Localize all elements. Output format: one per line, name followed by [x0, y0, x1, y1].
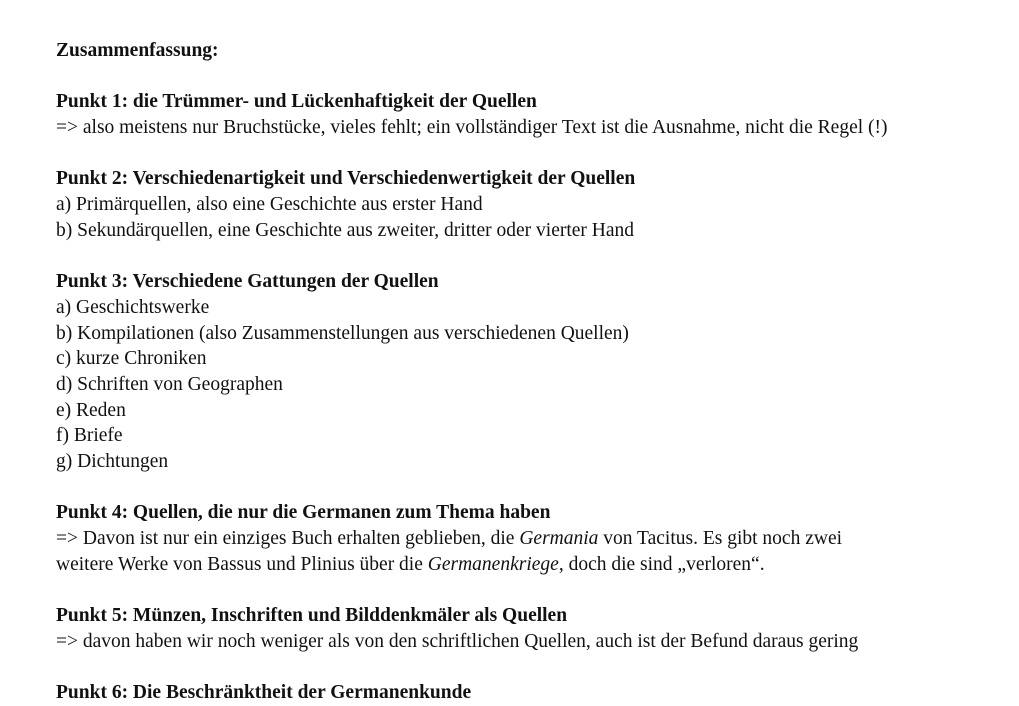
spacer [56, 244, 1006, 270]
point-3-item-d: d) Schriften von Geographen [56, 373, 283, 395]
point-3-item-g: g) Dichtungen [56, 451, 169, 472]
point-5-line: => davon haben wir noch weniger als von den schriftlichen Quellen, auch ist der Befund daraus gering [56, 630, 859, 652]
summary-heading: Zusammenfassung: [56, 40, 219, 61]
point-4-title: Punkt 4: Quellen, die nur die Germanen zum Thema haben [56, 502, 551, 524]
point-1-section [56, 89, 1006, 140]
spacer [56, 475, 1006, 501]
text-run: weitere Werke von Bassus und Plinius über die [56, 553, 428, 575]
book-title-germania: Germania [519, 528, 599, 550]
point-3-item-c: c) kurze Chroniken [56, 348, 207, 370]
spacer [56, 64, 1006, 90]
point-4-section [56, 500, 1006, 577]
point-2-title: Punkt 2: Verschiedenartigkeit und Verschiedenwertigkeit der Quellen [56, 168, 636, 190]
point-6-section [56, 680, 1006, 706]
document-page [56, 38, 1006, 706]
point-4-line-1 [56, 526, 1006, 552]
point-3-item-f: f) Briefe [56, 425, 123, 447]
point-3-section [56, 269, 1006, 475]
text-run: => Davon ist nur ein einziges Buch erhalten geblieben, die [56, 528, 520, 550]
point-3-title: Punkt 3: Verschiedene Gattungen der Quellen [56, 271, 439, 293]
point-1-title: Punkt 1: die Trümmer- und Lückenhaftigkeit der Quellen [56, 91, 537, 113]
point-3-item-b: b) Kompilationen (also Zusammenstellungen aus verschiedenen Quellen) [56, 322, 629, 344]
point-5-title: Punkt 5: Münzen, Inschriften und Bilddenkmäler als Quellen [56, 605, 568, 627]
point-1-line: => also meistens nur Bruchstücke, vieles fehlt; ein vollständiger Text ist die Ausnahme, nicht die Regel (!) [56, 117, 888, 139]
point-2-item-a: a) Primärquellen, also eine Geschichte aus erster Hand [56, 194, 483, 216]
point-2-section [56, 166, 1006, 243]
point-6-title: Punkt 6: Die Beschränktheit der Germanenkunde [56, 682, 472, 704]
point-4-line-2 [56, 552, 1006, 578]
book-title-germanenkriege: Germanenkriege [427, 553, 559, 575]
point-5-section [56, 603, 1006, 654]
text-run: , doch die sind „verloren“. [558, 553, 765, 575]
point-2-item-b: b) Sekundärquellen, eine Geschichte aus zweiter, dritter oder vierter Hand [56, 219, 635, 241]
point-3-item-e: e) Reden [56, 399, 126, 421]
text-run: von Tacitus. Es gibt noch zwei [598, 528, 843, 550]
spacer [56, 141, 1006, 167]
spacer [56, 655, 1006, 681]
spacer [56, 577, 1006, 603]
point-3-item-a: a) Geschichtswerke [56, 296, 210, 318]
